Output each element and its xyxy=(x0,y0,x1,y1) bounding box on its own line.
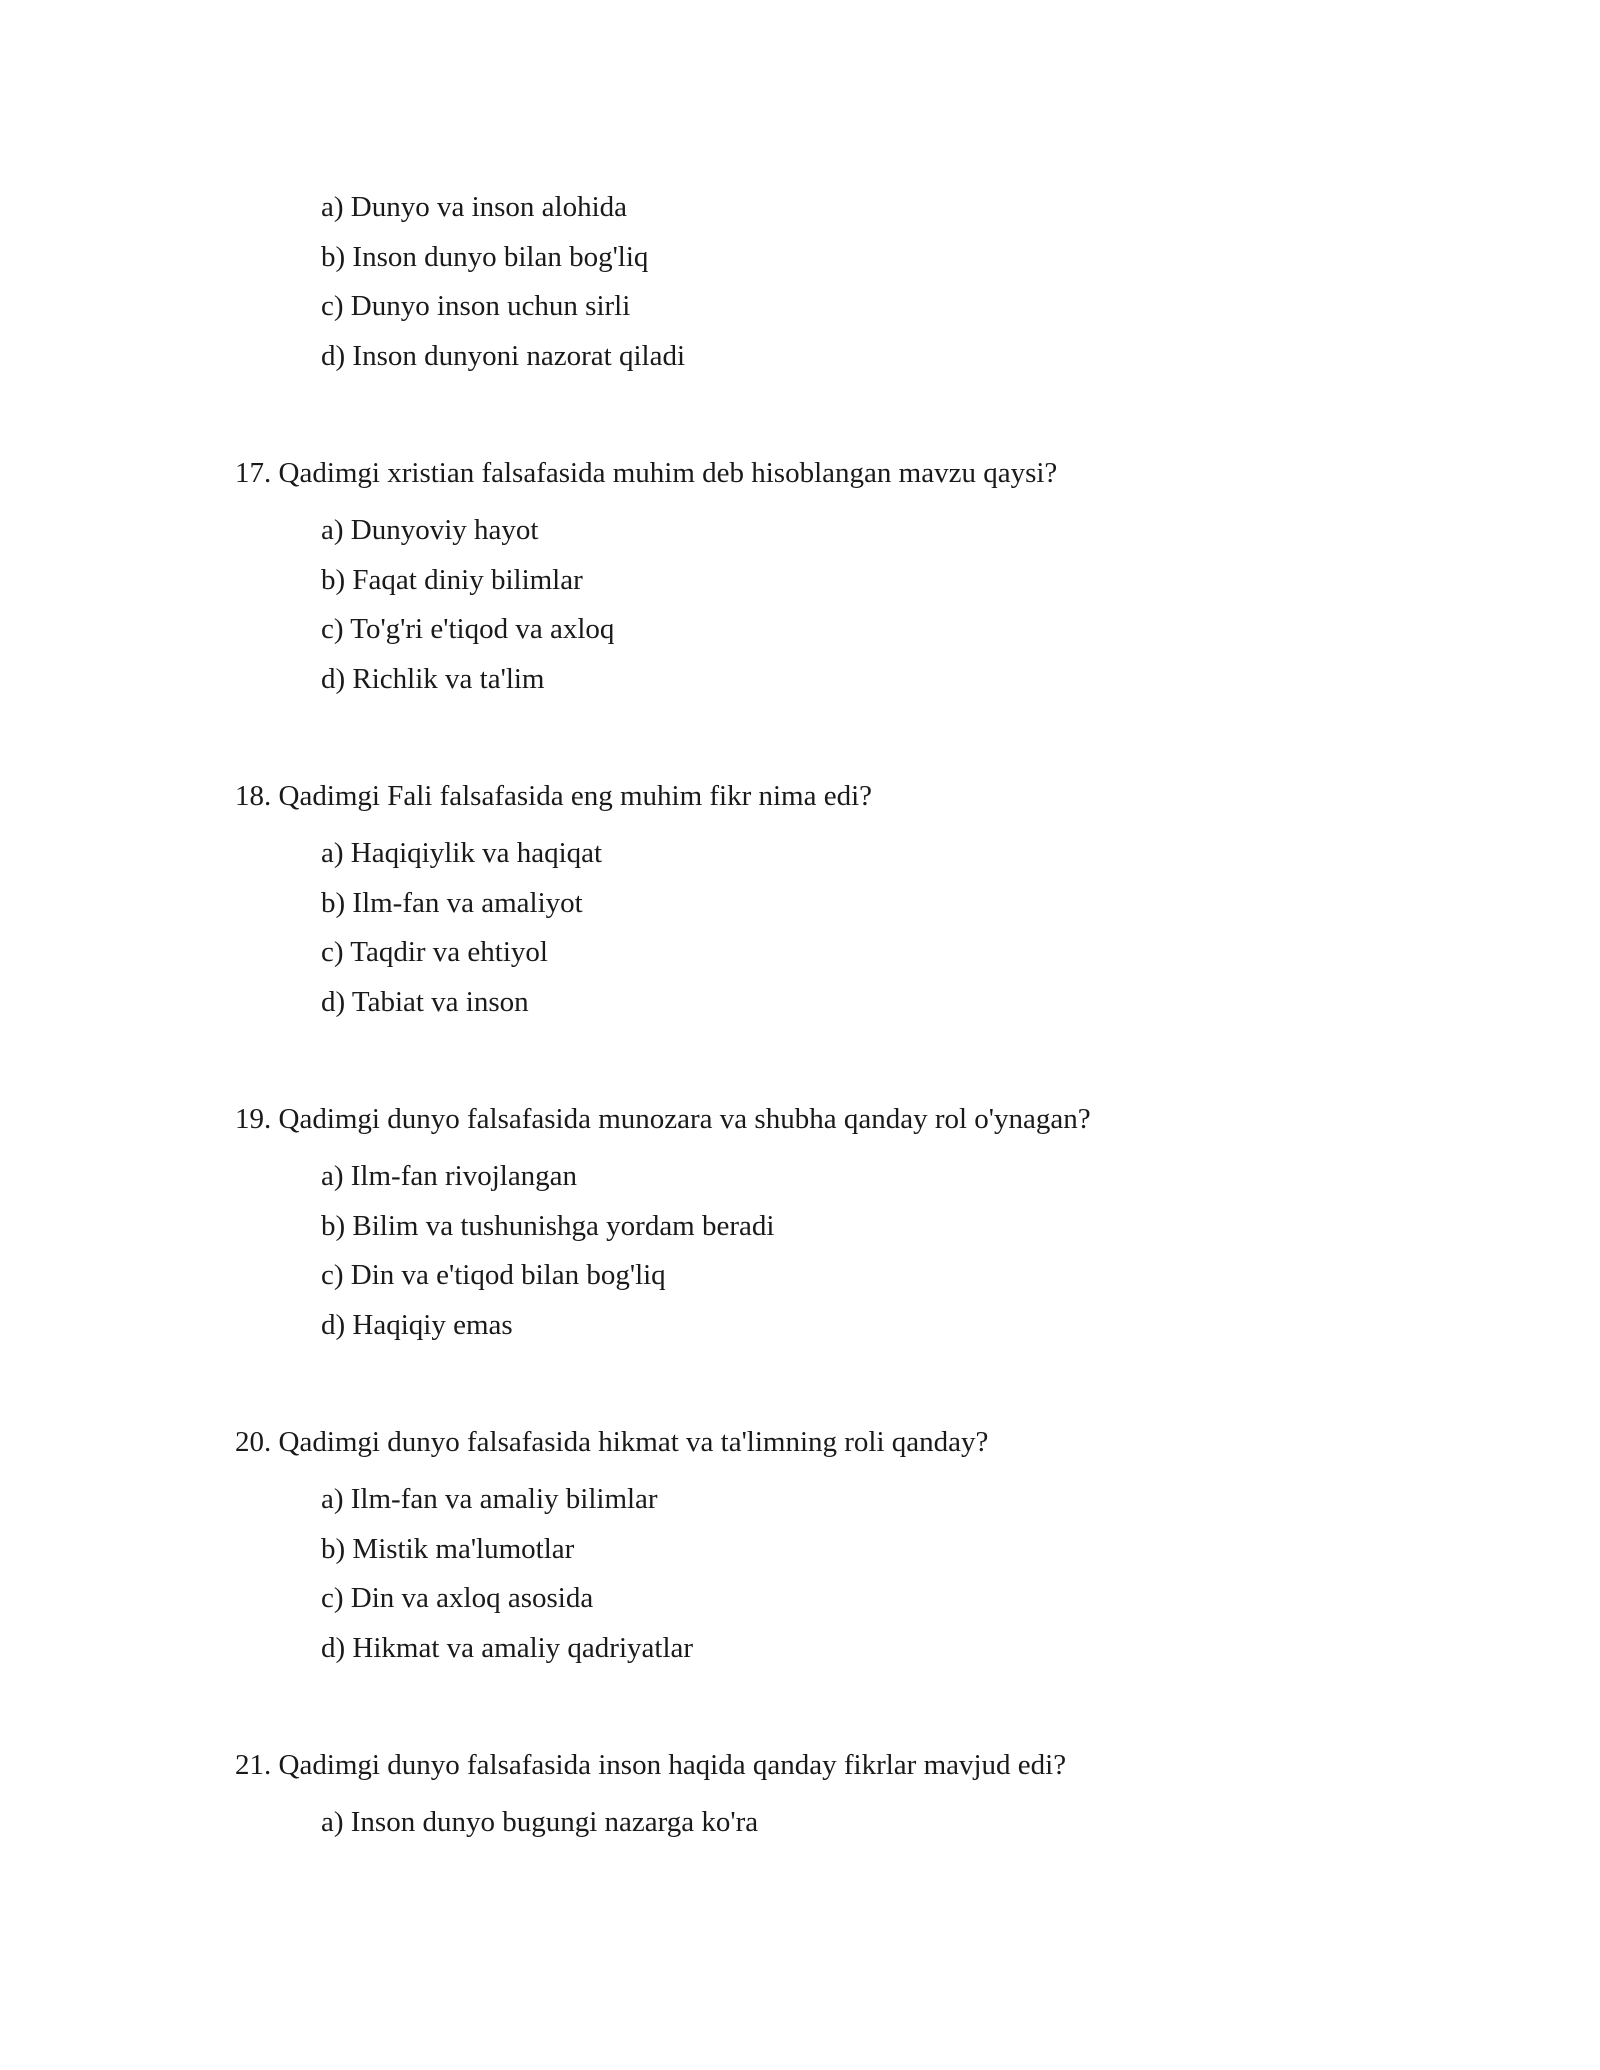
option-c: c) To'g'ri e'tiqod va axloq xyxy=(321,613,615,645)
option-a: a) Dunyoviy hayot xyxy=(321,514,539,546)
option-b: b) Inson dunyo bilan bog'liq xyxy=(321,241,649,273)
option-b: b) Ilm-fan va amaliyot xyxy=(321,887,583,919)
option-d: d) Hikmat va amaliy qadriyatlar xyxy=(321,1632,694,1664)
option-c: c) Din va e'tiqod bilan bog'liq xyxy=(321,1259,666,1291)
option-d: d) Tabiat va inson xyxy=(321,986,529,1018)
option-d: d) Haqiqiy emas xyxy=(321,1309,513,1341)
question-text: 17. Qadimgi xristian falsafasida muhim deb hisoblangan mavzu qaysi? xyxy=(235,457,1058,489)
option-a: a) Haqiqiylik va haqiqat xyxy=(321,837,603,869)
question-text: 21. Qadimgi dunyo falsafasida inson haqida qanday fikrlar mavjud edi? xyxy=(235,1749,1067,1781)
option-b: b) Mistik ma'lumotlar xyxy=(321,1533,575,1565)
question-text: 20. Qadimgi dunyo falsafasida hikmat va ta'limning roli qanday? xyxy=(235,1426,989,1458)
option-a: a) Ilm-fan rivojlangan xyxy=(321,1160,578,1192)
question-text: 19. Qadimgi dunyo falsafasida munozara va shubha qanday rol o'ynagan? xyxy=(235,1103,1091,1135)
option-c: c) Din va axloq asosida xyxy=(321,1582,594,1614)
option-c: c) Taqdir va ehtiyol xyxy=(321,936,548,968)
option-a: a) Ilm-fan va amaliy bilimlar xyxy=(321,1483,658,1515)
option-d: d) Richlik va ta'lim xyxy=(321,663,545,695)
option-a: a) Dunyo va inson alohida xyxy=(321,191,628,223)
option-c: c) Dunyo inson uchun sirli xyxy=(321,290,631,322)
option-b: b) Bilim va tushunishga yordam beradi xyxy=(321,1210,775,1242)
option-a: a) Inson dunyo bugungi nazarga ko'ra xyxy=(321,1806,759,1838)
option-b: b) Faqat diniy bilimlar xyxy=(321,564,583,596)
question-text: 18. Qadimgi Fali falsafasida eng muhim fikr nima edi? xyxy=(235,780,873,812)
option-d: d) Inson dunyoni nazorat qiladi xyxy=(321,340,686,372)
